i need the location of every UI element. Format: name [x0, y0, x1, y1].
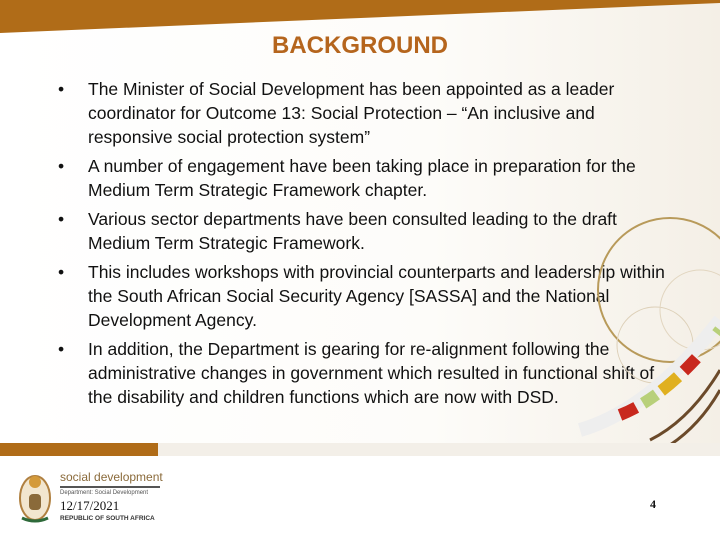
bullet-icon: •: [58, 79, 65, 99]
brand-divider: [60, 486, 160, 488]
bullet-text: Various sector departments have been consulted leading to the draft Medium Term Strategic Framework.: [88, 209, 617, 254]
bullet-text: A number of engagement have been taking place in preparation for the Medium Term Strategic Framework chapter.: [88, 156, 636, 201]
brand-name: social development: [60, 470, 163, 484]
bullet-text: In addition, the Department is gearing for re-alignment following the administrative changes in government which resulted in functional shift of the disability and children functions which are now with DSD.: [88, 339, 655, 408]
slide-date: 12/17/2021: [60, 498, 120, 513]
department-label: Department: Social Development: [60, 490, 149, 496]
bullet-item: [58, 77, 668, 150]
country-label: REPUBLIC OF SOUTH AFRICA: [60, 515, 155, 522]
slide-title: BACKGROUND: [272, 32, 448, 59]
footer-bar: [158, 443, 720, 456]
bullet-icon: •: [58, 156, 65, 177]
bullet-icon: •: [58, 261, 65, 282]
bullet-text: The Minister of Social Development has been appointed as a leader coordinator for Outcome 13: Social Protection – “An inclusive and responsive social protection system”: [88, 79, 615, 148]
bullet-text: This includes workshops with provincial counterparts and leadership within the South African Social Security Agency [SASSA] and the National Development Agency.: [88, 261, 665, 331]
top-banner: [0, 0, 720, 36]
bullet-item: [58, 154, 668, 202]
footer-accent-bar: [0, 443, 158, 456]
page-number: 4: [650, 497, 656, 511]
bullet-icon: •: [58, 339, 65, 360]
beadwork-decoration: [560, 200, 720, 456]
bullet-icon: •: [58, 209, 65, 230]
coat-of-arms-icon: [16, 468, 54, 524]
